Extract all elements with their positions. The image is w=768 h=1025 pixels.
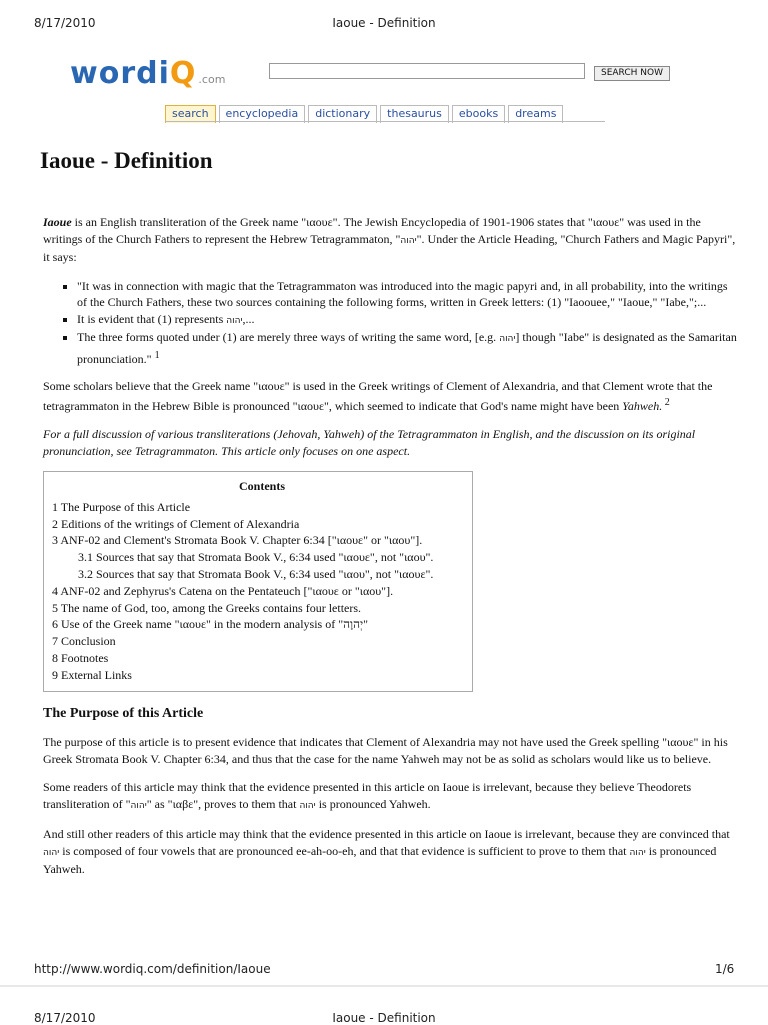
tab-divider [165,121,605,122]
toc-item[interactable]: 6 Use of the Greek name "ιαουε" in the modern analysis of "יְהוָה" [52,617,369,632]
article-body [43,214,738,890]
toc-item[interactable]: 3 ANF-02 and Clement's Stromata Book V. Chapter 6:34 ["ιαουε" or "ιαου"]. [52,533,423,548]
toc-title: Contents [238,479,285,493]
list-item: ▪ "It was in connection with magic that the Tetragrammaton was introduced into the magic papyri and, in all probability, into the writings of the Church Fathers, these two sources containing the following forms, written in Greek letters: (1) "Iaoouee," "Iaoue," "Iabe,";... [77,278,738,311]
print-url: http://www.wordiq.com/definition/Iaoue [34,962,271,976]
toc-item[interactable]: 5 The name of God, too, among the Greeks contains four letters. [52,600,362,615]
search-input[interactable] [269,63,585,79]
page-break [0,985,768,987]
search-now-button[interactable]: SEARCH NOW [594,66,670,81]
tab-search[interactable]: search [165,105,216,123]
tab-ebooks[interactable]: ebooks [452,105,505,123]
toc-item[interactable]: 3.2 Sources that say that Stromata Book V., 6:34 used "ιαου", not "ιαουε". [78,566,434,581]
readers-paragraph: Some readers of this article may think that the evidence presented in this article on Iaoue is irrelevant, because they believe Theodorets transliteration of "יהוה" as "ιαβε", proves to them that יהוה is pronounced Yahweh. [43,780,692,811]
toc-item[interactable]: 3.1 Sources that say that Stromata Book V., 6:34 used "ιαουε", not "ιαου". [78,550,434,565]
toc-item[interactable]: 4 ANF-02 and Zephyrus's Catena on the Pentateuch ["ιαουε or "ιαου"]. [52,583,394,598]
toc-item[interactable]: 8 Footnotes [52,650,109,665]
tab-encyclopedia[interactable]: encyclopedia [219,105,306,123]
table-of-contents [43,471,473,692]
wordiq-logo[interactable]: wordiQ .com [70,56,226,91]
discussion-note: For a full discussion of various transliterations (Jehovah, Yahweh) of the Tetragrammaton in English, and the discussion on its original pronunciation, see Tetragrammaton. This article only focuses on one aspect. [43,427,696,458]
purpose-paragraph: The purpose of this article is to present evidence that indicates that Clement of Alexandria may not have used the Greek spelling "ιαουε" in his Greek Stromata Book V. Chapter 6:34, and thus that the case for the name Yahweh may not be as solid as scholars would like us to believe. [43,735,728,766]
other-readers-paragraph: And still other readers of this article may think that the evidence presented in this article on Iaoue is irrelevant, because they are convinced that יהוה is composed of four vowels that are pronounced ee-ah-oo-eh, and that that evidence is sufficient to prove to them that יהוה is pronounced Yahweh. [43,827,730,877]
list-item: ▪ It is evident that (1) represents יהוה,... [77,311,738,330]
page-title: Iaoue - Definition [40,148,213,173]
tab-dictionary[interactable]: dictionary [308,105,377,123]
tab-thesaurus[interactable]: thesaurus [380,105,449,123]
quote-list [43,278,738,368]
section-heading: The Purpose of this Article [43,705,204,721]
print-date-page2: 8/17/2010 [34,1011,96,1025]
scholars-paragraph: Some scholars believe that the Greek name "ιαουε" is used in the Greek writings of Clement of Alexandria, and that Clement wrote that the tetragrammaton in the Hebrew Bible is pronounced "ιαουε", which seemed to indicate that God's name might have been Yahweh. $^2$ [43,379,713,413]
toc-item[interactable]: 9 External Links [52,667,132,682]
toc-item[interactable]: 2 Editions of the writings of Clement of Alexandria [52,516,300,531]
toc-item[interactable]: 7 Conclusion [52,634,116,649]
tab-dreams[interactable]: dreams [508,105,563,123]
print-title-page2: Iaoue - Definition [332,1011,436,1025]
toc-item[interactable]: 1 The Purpose of this Article [52,499,191,514]
intro-paragraph: Iaoue is an English transliteration of the Greek name "ιαουε". The Jewish Encyclopedia of 1901-1906 states that "ιαουε" was used in the writings of the Church Fathers to represent the Hebrew Tetragrammaton, "יהוה". Under the Article Heading, "Church Fathers and Magic Papyri", it says: [43,215,736,264]
print-date: 8/17/2010 [34,16,96,30]
footnote-ref-1[interactable]: 1 [154,349,160,361]
footnote-ref-2[interactable]: 2 [662,396,670,408]
print-title: Iaoue - Definition [332,16,436,30]
page-number: 1/6 [715,962,735,976]
list-item: ▪ The three forms quoted under (1) are merely three ways of writing the same word, [e.g. יהוה] though "Iabe" is designated as the Samaritan pronunciation." $^1$ [77,329,738,367]
